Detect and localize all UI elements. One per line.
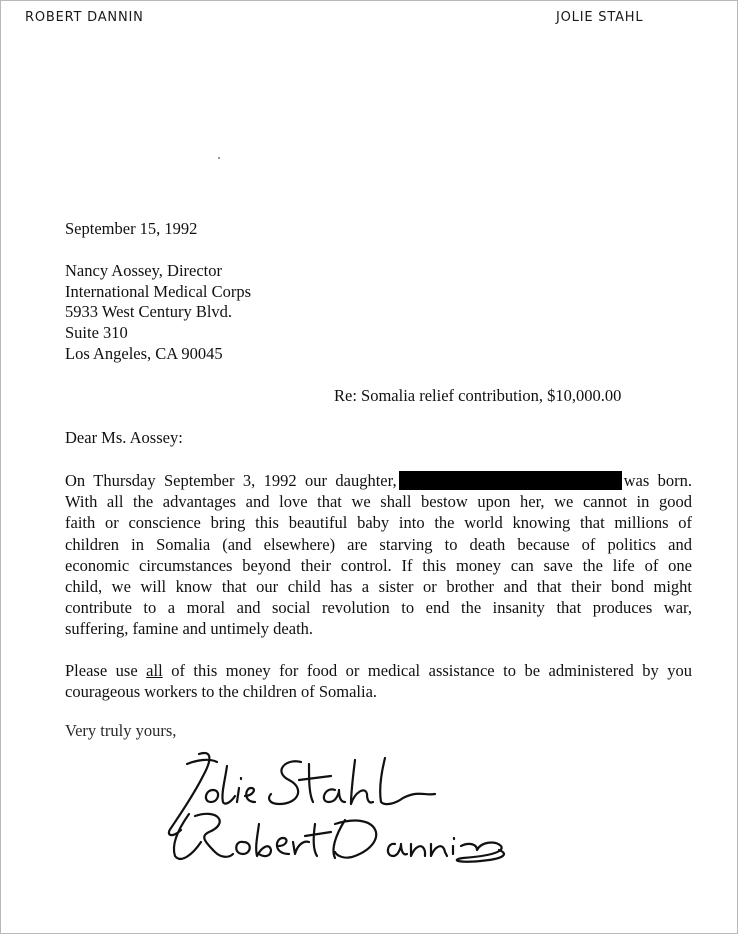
body-paragraph-2: [65, 660, 692, 702]
paragraph-text: On Thursday September 3, 1992 our daughter,: [65, 471, 397, 490]
paragraph-line: suffering, famine and untimely death.: [65, 619, 314, 639]
salutation: Dear Ms. Aossey:: [65, 428, 183, 447]
letterhead-right-name: JOLIE STAHL: [556, 10, 644, 25]
redaction-bar: [399, 471, 622, 490]
body-paragraph-1: [65, 470, 692, 640]
paragraph-line: [65, 470, 692, 491]
subject-line: Re: Somalia relief contribution, $10,000.00: [334, 386, 622, 405]
paragraph-text: was born.: [623, 471, 693, 490]
paragraph-text: Please use: [65, 661, 138, 680]
paragraph-line: child, we will know that our child has a sister or brother and that their bond might: [65, 577, 692, 597]
paragraph-text: of this money for food or medical assistance to be administered by you: [171, 661, 693, 680]
letter-date: September 15, 1992: [65, 219, 198, 238]
recipient-city-state-zip: Los Angeles, CA 90045: [65, 343, 223, 363]
recipient-name-title: Nancy Aossey, Director: [65, 261, 223, 280]
recipient-street: 5933 West Century Blvd.: [65, 302, 233, 322]
emphasis-underline: all: [146, 661, 163, 680]
recipient-suite: Suite 310: [65, 323, 128, 343]
paragraph-line: economic circumstances beyond their control. If this money can save the life of one: [65, 555, 692, 575]
paragraph-line: courageous workers to the children of Somalia.: [65, 682, 378, 702]
scan-speck: [218, 157, 220, 159]
recipient-address: [65, 261, 251, 365]
paragraph-line: [65, 660, 692, 681]
recipient-organization: International Medical Corps: [65, 281, 252, 301]
letterhead-left-name: ROBERT DANNIN: [25, 10, 144, 25]
paragraph-line: contribute to a moral and social revolution to end the insanity that produces war,: [65, 598, 692, 618]
closing: Very truly yours,: [65, 721, 177, 740]
handwritten-signatures: [159, 746, 519, 876]
paragraph-line: With all the advantages and love that we shall bestow upon her, we cannot in good: [65, 492, 692, 512]
paragraph-line: children in Somalia (and elsewhere) are starving to death because of politics and: [65, 534, 692, 554]
paragraph-line: faith or conscience bring this beautiful baby into the world knowing that millions of: [65, 513, 692, 533]
